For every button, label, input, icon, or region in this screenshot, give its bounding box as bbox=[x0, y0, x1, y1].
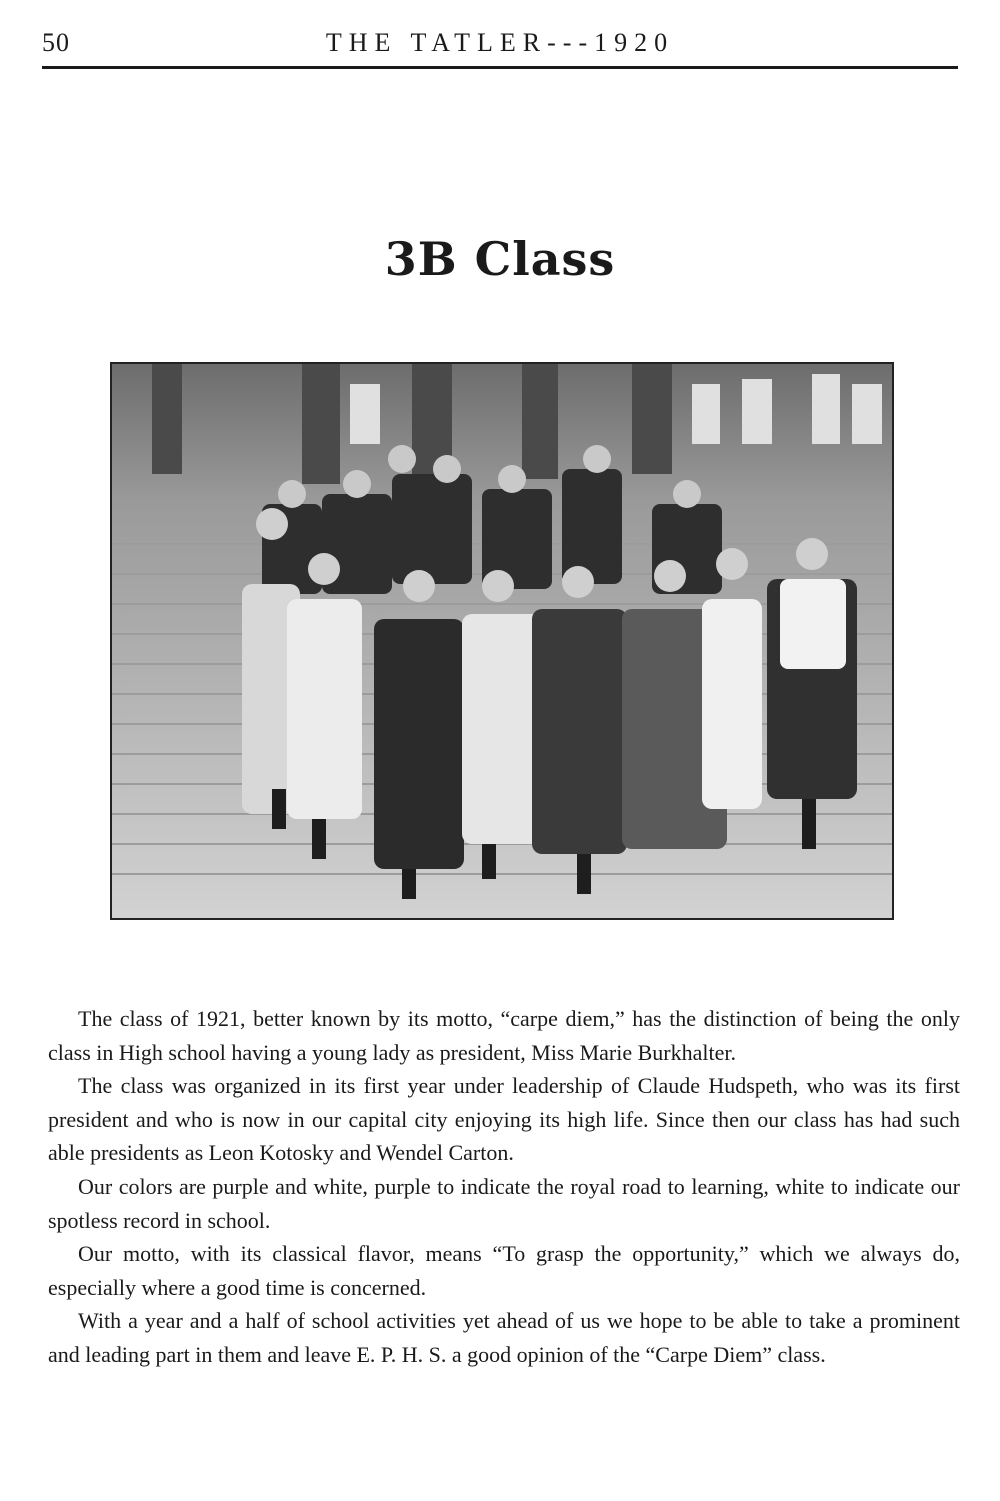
page-header bbox=[42, 28, 958, 68]
class-photo-illustration bbox=[112, 364, 892, 918]
class-photo bbox=[110, 362, 894, 920]
paragraph: The class was organized in its first year under leadership of Claude Hudspeth, who was its first president and who is now in our capital city enjoying its high life. Since then our class has had such able presidents as Leon Kotosky and Wendel Carton. bbox=[48, 1073, 960, 1166]
paragraph: With a year and a half of school activities yet ahead of us we hope to be able to take a prominent and leading part in them and leave E. P. H. S. a good opinion of the “Carpe Diem” class. bbox=[48, 1308, 960, 1367]
running-title: THE TATLER---1920 bbox=[325, 28, 675, 57]
paragraph: Our colors are purple and white, purple to indicate the royal road to learning, white to indicate our spotless record in school. bbox=[48, 1173, 960, 1233]
header-rule bbox=[42, 66, 958, 69]
paragraph: The class of 1921, better known by its motto, “carpe diem,” has the distinction of being the only class in High school having a young lady as president, Miss Marie Burkhalter. bbox=[48, 1006, 960, 1065]
page-number: 50 bbox=[42, 28, 70, 57]
section-title: 3B Class bbox=[384, 232, 616, 286]
article-body bbox=[48, 1002, 960, 1372]
paragraph: Our motto, with its classical flavor, means “To grasp the opportunity,” which we always do, especially where a good time is concerned. bbox=[48, 1241, 960, 1300]
